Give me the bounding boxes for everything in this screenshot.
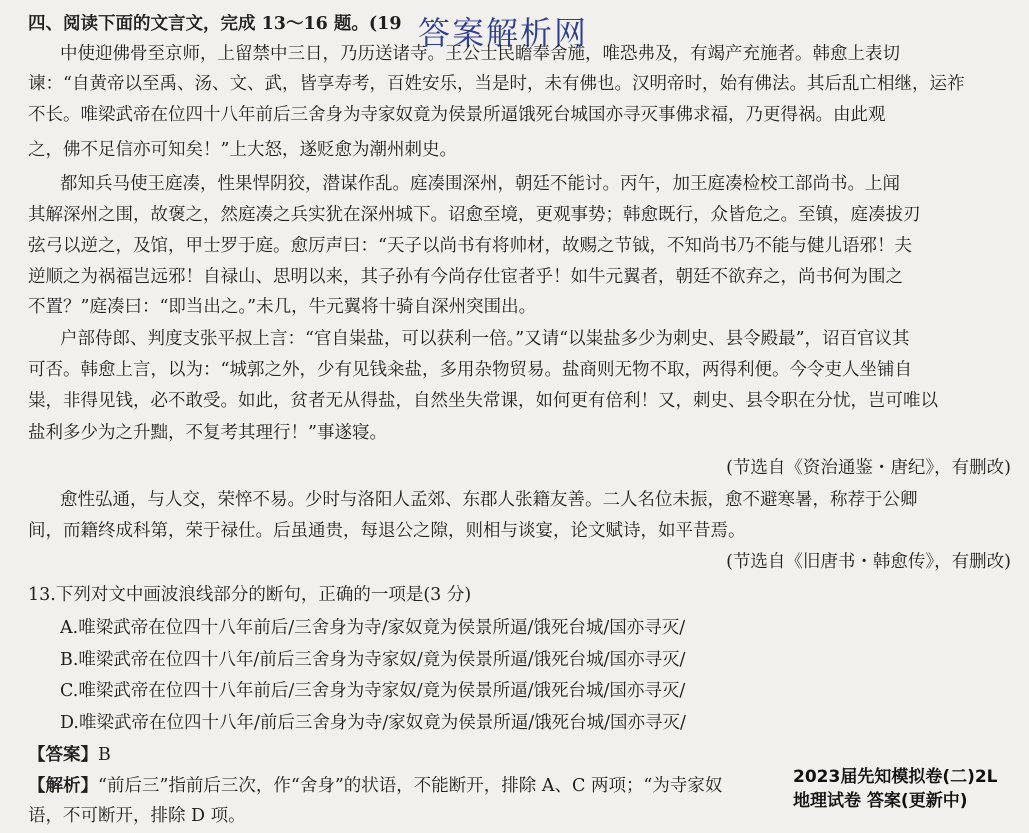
analysis-label: 【解析】 — [28, 776, 98, 796]
source-citation: (节选自《资治通鉴・唐纪》，有删改) — [726, 458, 1011, 478]
passage3-line: 粜，非得见钱，必不敢受。如此，贫者无从得盐，自然坐失常课，如何更有倍利！又，刺史、县令职在分忧，岂可唯以 — [28, 391, 938, 411]
watermark: 答案解析网 — [418, 14, 589, 52]
question-stem: 13.下列对文中画波浪线部分的断句，正确的一项是(3 分) — [28, 585, 472, 605]
passage3-line: 户部侍郎、判度支张平叔上言：“官自粜盐，可以获利一倍。”又请“以粜盐多少为刺史、县令殿最”，诏百官议其 — [60, 329, 910, 349]
passage4-line: 间，而籍终成科第，荣于禄仕。后虽通贵，每退公之隙，则相与谈宴，论文赋诗，如平昔焉。 — [28, 521, 746, 541]
analysis-continued: 语，不可断开，排除 D 项。 — [28, 806, 246, 826]
corner-banner-line: 2023届先知模拟卷(二)2L — [793, 767, 998, 787]
answer-value: B — [98, 745, 111, 765]
passage2-line: 弦弓以逆之，及馆，甲士罗于庭。愈厉声曰：“天子以尚书有将帅材，故赐之节钺，不知尚书乃不能与健儿语邪！夫 — [28, 236, 912, 256]
passage2-line: 不置？”庭凑曰：“即当出之。”未几，牛元翼将十骑自深州突围出。 — [28, 297, 537, 317]
passage2-line: 都知兵马使王庭凑，性果悍阴狡，潜谋作乱。庭凑围深州，朝廷不能讨。丙午，加王庭凑检校工部尚书。上闻 — [60, 174, 900, 194]
passage1-line: 中使迎佛骨至京师，上留禁中三日，乃历送诸寺。王公士民瞻奉舍施，唯恐弗及，有竭产充施者。韩愈上表切 — [60, 44, 900, 64]
option-c: C.唯梁武帝在位四十八年前后/三舍身为寺家奴/竟为侯景所逼/饿死台城/国亦寻灭/ — [60, 681, 686, 701]
analysis-text: “前后三”指前后三次，作“舍身”的状语，不能断开，排除 A、C 两项；“为寺家奴 — [98, 776, 723, 796]
passage2-line: 其解深州之围，故褒之，然庭凑之兵实犹在深州城下。诏愈至境，更观事势；韩愈既行，众皆危之。至镇，庭凑拔刃 — [28, 205, 921, 225]
source-citation: (节选自《旧唐书・韩愈传》，有删改) — [726, 552, 1011, 572]
passage3-line: 可否。韩愈上言，以为：“城郭之外，少有见钱籴盐，多用杂物贸易。盐商则无物不取，两得利便。今令吏人坐铺自 — [28, 360, 912, 380]
answer-row — [28, 745, 1013, 765]
answer-label: 【答案】 — [28, 745, 98, 765]
passage4-line: 愈性弘通，与人交，荣悴不易。少时与洛阳人孟郊、东郡人张籍友善。二人名位未振，愈不避寒暑，称荐于公卿 — [60, 490, 918, 510]
corner-banner-line: 地理试卷 答案(更新中) — [793, 791, 968, 811]
section-heading: 四、阅读下面的文言文，完成 13～16 题。(19 — [28, 14, 402, 34]
passage1-line: 不长。唯梁武帝在位四十八年前后三舍身为寺家奴竟为侯景所逼饿死台城国亦寻灭事佛求福，乃更得祸。由此观 — [28, 105, 886, 125]
passage1-line: 谏：“自黄帝以至禹、汤、文、武，皆享寿考，百姓安乐，当是时，未有佛也。汉明帝时，始有佛法。其后乱亡相继，运祚 — [28, 74, 965, 94]
option-a: A.唯梁武帝在位四十八年前后/三舍身为寺/家奴竟为侯景所逼/饿死台城/国亦寻灭/ — [60, 618, 686, 638]
passage3-line: 盐利多少为之升黜，不复考其理行！”事遂寝。 — [28, 423, 387, 443]
corner-banner — [793, 765, 1025, 813]
analysis-row — [28, 776, 788, 796]
option-d: D.唯梁武帝在位四十八年/前后三舍身为寺/家奴竟为侯景所逼/饿死台城/国亦寻灭/ — [60, 713, 686, 733]
passage2-line: 逆顺之为祸福岂远邪！自禄山、思明以来，其子孙有今尚存仕宦者乎！如牛元翼者，朝廷不欲弃之，尚书何为围之 — [28, 267, 903, 287]
passage1-line: 之，佛不足信亦可知矣！”上大怒，遂贬愈为潮州刺史。 — [28, 140, 457, 160]
option-b: B.唯梁武帝在位四十八年/前后三舍身为寺家奴/竟为侯景所逼/饿死台城/国亦寻灭/ — [60, 650, 686, 670]
